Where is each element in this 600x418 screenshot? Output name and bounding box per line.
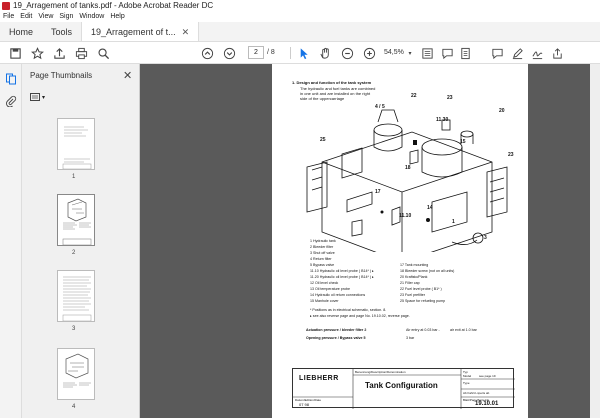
legend-item: 22 Fuel level probe ( B1* ) xyxy=(400,287,442,291)
comment-bubble-icon[interactable] xyxy=(490,46,504,60)
legend-item: 17 Tank mounting xyxy=(400,263,429,267)
comment-icon[interactable] xyxy=(440,46,454,60)
print-icon[interactable] xyxy=(74,46,88,60)
callout-label: 11.30 xyxy=(436,117,449,123)
page-thumbnails-icon[interactable] xyxy=(5,72,17,84)
zoom-dropdown-icon[interactable]: ▾ xyxy=(408,50,412,57)
search-icon[interactable] xyxy=(96,46,110,60)
menu-sign[interactable]: Sign xyxy=(59,13,74,20)
opening-pressure-value: 3 bar xyxy=(406,336,415,340)
left-navigation-rail xyxy=(0,64,22,418)
menu-bar xyxy=(0,12,600,22)
select-pointer-icon[interactable] xyxy=(296,46,310,60)
callout-label: 20 xyxy=(499,108,505,114)
thumbnail-label: 3 xyxy=(72,326,76,332)
doc-intro-line: The hydraulic and fuel tanks are combined xyxy=(300,86,376,91)
thumbnail-label: 1 xyxy=(72,174,76,180)
upload-icon[interactable] xyxy=(52,46,66,60)
footnote: ▸ see also reverse page and page No. 19.10.02, reverse page. xyxy=(310,314,410,318)
legend-item: 15 Manhole cover xyxy=(310,299,339,303)
legend-item: 21 Filler cap xyxy=(400,281,420,285)
liebherr-logo: LIEBHERR xyxy=(299,375,339,382)
page-thumbnails-panel xyxy=(22,64,140,418)
callout-label: 23 xyxy=(508,152,514,158)
bookmark-star-icon[interactable] xyxy=(30,46,44,60)
valid-from-label: Ab Fahrtz-nperis ab xyxy=(463,391,490,395)
type-secondary: Type xyxy=(463,381,470,385)
opening-pressure-label: Opening pressure / Bypass valve 5 xyxy=(306,336,366,340)
description-header: Benennung/Description/Dénomination xyxy=(355,370,406,374)
doc-number: 19.10.01 xyxy=(475,401,499,407)
menu-edit[interactable]: Edit xyxy=(20,13,33,20)
fit-page-icon[interactable] xyxy=(420,46,434,60)
toolbar xyxy=(0,42,600,64)
legend-item: 25 Space for refueling pump xyxy=(400,299,446,303)
menu-view[interactable]: View xyxy=(38,13,54,20)
scroll-mode-icon[interactable] xyxy=(458,46,472,60)
callout-label: 4 / 5 xyxy=(375,104,385,110)
actuation-pressure-label: Actuation pressure / bleeder filter 2 xyxy=(306,328,367,332)
highlight-pen-icon[interactable] xyxy=(510,46,524,60)
callout-label: 1 xyxy=(452,219,455,225)
window-title: 19_Arragement of tanks.pdf - Adobe Acrobat Reader DC xyxy=(13,1,214,10)
doc-heading: 1. Design and function of the tank system xyxy=(292,80,372,85)
footnote: * Positions as in electrical schematic, section. 8. xyxy=(310,308,387,312)
callout-label: 22 xyxy=(411,93,417,99)
page-total: / 8 xyxy=(267,49,275,56)
doc-number-label: Blatt/Page/Seite No. xyxy=(463,398,491,402)
menu-window[interactable]: Window xyxy=(79,13,105,20)
attachments-paperclip-icon[interactable] xyxy=(5,94,17,106)
callout-label: 23 xyxy=(447,95,453,101)
next-page-icon[interactable] xyxy=(222,46,236,60)
menu-file[interactable]: File xyxy=(3,13,15,20)
callout-label: 17 xyxy=(375,189,381,195)
page-thumbnail-4[interactable] xyxy=(57,348,95,400)
panel-title: Page Thumbnails xyxy=(30,71,93,80)
callout-label: 14 xyxy=(427,205,433,211)
tab-tools[interactable]: Tools xyxy=(51,27,73,37)
actuation-air-entry: Air entry at 0.03 bar - xyxy=(406,328,440,332)
previous-page-icon[interactable] xyxy=(200,46,214,60)
callout-label: 3 xyxy=(484,235,487,241)
legend-item: 4 Return filter xyxy=(310,257,332,261)
menu-help[interactable]: Help xyxy=(110,13,125,20)
callout-label: 11.10 xyxy=(399,213,412,219)
legend-item: 11.10 Hydraulic oil level probe ( B14* ) ▸ xyxy=(310,269,374,273)
acrobat-app-icon xyxy=(2,2,10,10)
close-panel-icon[interactable]: ✕ xyxy=(123,70,133,82)
right-scrollbar[interactable] xyxy=(590,64,600,418)
legend-item: 5 Bypass valve xyxy=(310,263,335,267)
thumbnail-label: 4 xyxy=(72,404,76,410)
drawing-title-block xyxy=(292,368,514,408)
legend-item: 1 Hydraulic tank xyxy=(310,239,336,243)
save-icon[interactable] xyxy=(8,46,22,60)
legend-item: 2 Bleeder filter xyxy=(310,245,334,249)
legend-item: 14 Hydraulic oil return connections xyxy=(310,293,366,297)
tab-home[interactable]: Home xyxy=(9,27,34,37)
legend-item: 12 Oil level check xyxy=(310,281,339,285)
page-thumbnail-2[interactable] xyxy=(57,194,95,246)
title-bar xyxy=(0,0,600,12)
zoom-out-icon[interactable] xyxy=(340,46,354,60)
tab-document-label: 19_Arragement of t... xyxy=(91,26,176,37)
sign-icon[interactable] xyxy=(530,46,544,60)
legend-item: 13 Oil temperature probe xyxy=(310,287,350,291)
tab-document[interactable] xyxy=(81,22,199,41)
legend-item: 3 Shut off valve xyxy=(310,251,335,255)
model-value: see page 19 xyxy=(479,374,496,378)
legend-item: 11.20 Hydraulic oil level probe ( B14* ) ▸ xyxy=(310,275,374,279)
tank-illustration xyxy=(292,92,522,252)
tab-bar xyxy=(0,22,600,42)
thumbnail-label: 2 xyxy=(72,250,76,256)
close-tab-icon[interactable]: ✕ xyxy=(181,26,190,37)
type-label: Typ xyxy=(463,370,468,374)
actuation-air-exit: air exit at 1.0 bar xyxy=(450,328,477,332)
date-label: Datum/Edition/Date xyxy=(295,398,322,402)
callout-label: 18 xyxy=(405,165,411,171)
zoom-level[interactable]: 54,5% xyxy=(384,49,404,56)
doc-intro-line: side of the uppercarriage xyxy=(300,96,345,101)
drawing-title: Tank Configuration xyxy=(365,381,438,390)
legend-item: 18 Bleeder screw (not on all units) xyxy=(400,269,455,273)
callout-label: 15 xyxy=(460,139,466,145)
legend-item: 20 Kraftsto/Plank xyxy=(400,275,428,279)
document-page xyxy=(272,64,528,418)
callout-label: 25 xyxy=(320,137,326,143)
toolbar-divider xyxy=(290,47,291,59)
legend-item: 23 Fuel prefilter xyxy=(400,293,425,297)
page-number-input[interactable]: 2 xyxy=(248,46,264,59)
doc-intro-line: in one unit and are installed on the right xyxy=(300,91,371,96)
model-label: Model xyxy=(463,374,472,378)
hand-tool-icon[interactable] xyxy=(318,46,332,60)
page-thumbnail-1[interactable] xyxy=(57,118,95,170)
page-thumbnail-3[interactable] xyxy=(57,270,95,322)
share-icon[interactable] xyxy=(550,46,564,60)
date-value: 07 98 xyxy=(299,402,310,407)
zoom-in-icon[interactable] xyxy=(362,46,376,60)
thumbnail-options-icon[interactable]: ▾ xyxy=(30,91,46,103)
